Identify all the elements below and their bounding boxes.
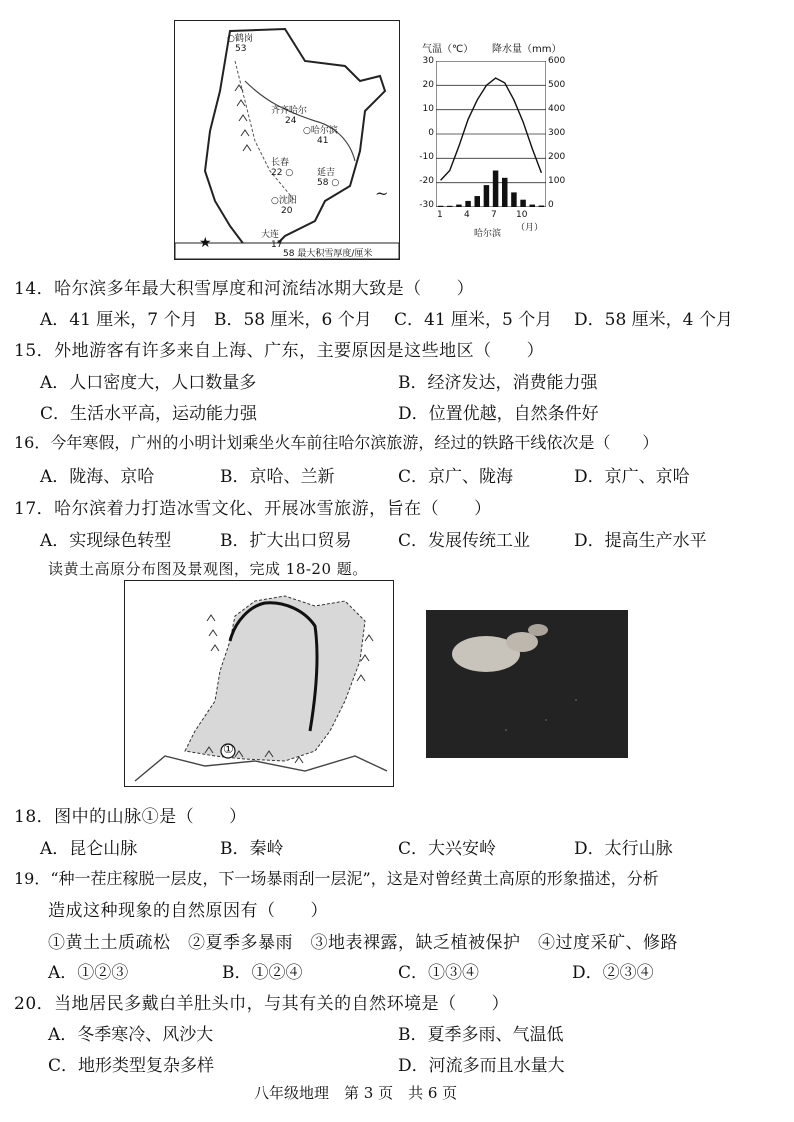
q19-opt-a: A．①②③ <box>48 963 129 983</box>
q16-opt-d: D．京广、京哈 <box>574 467 690 487</box>
q14-opt-c: C．41 厘米，5 个月 <box>394 310 553 330</box>
temperature-line <box>441 78 542 180</box>
station-name: 哈尔滨 <box>474 229 502 239</box>
q20-stem: 20．当地居民多戴白羊肚头巾，与其有关的自然环境是（ ） <box>14 994 510 1014</box>
landscape-photo <box>426 610 628 758</box>
right-tick: 300 <box>548 128 566 138</box>
city-hegang: ○鹤岗 53 <box>227 34 253 54</box>
city-shenyang: ○沈阳 20 <box>271 196 297 216</box>
q18-opt-a: A．昆仑山脉 <box>40 839 138 859</box>
left-tick: -10 <box>419 152 434 162</box>
q16-stem: 16．今年寒假，广州的小明计划乘坐火车前往哈尔滨旅游，经过的铁路干线依次是（ ） <box>14 433 659 452</box>
q15-opt-c: C．生活水平高，运动能力强 <box>40 404 258 424</box>
right-tick: 200 <box>548 152 566 162</box>
q17-opt-b: B．扩大出口贸易 <box>220 531 352 551</box>
q14-opt-a: A．41 厘米，7 个月 <box>40 310 198 330</box>
precip-bar <box>520 200 526 207</box>
left-tick: -30 <box>419 200 434 210</box>
photo-svg <box>426 610 628 758</box>
loess-plateau-map <box>124 580 394 787</box>
x-tick: 1 <box>437 210 443 220</box>
q18-opt-c: C．大兴安岭 <box>398 839 497 859</box>
left-tick: 30 <box>422 56 434 66</box>
x-tick: 10（月） <box>516 210 544 233</box>
q16-opt-b: B．京哈、兰新 <box>220 467 335 487</box>
city-changchun: 长春 22 ○ <box>271 158 294 178</box>
q17-stem: 17．哈尔滨着力打造冰雪文化、开展冰雪旅游，旨在（ ） <box>14 499 492 519</box>
right-tick: 400 <box>548 104 566 114</box>
x-tick: 7 <box>491 210 497 220</box>
mountain-marker-1: ① <box>223 742 234 756</box>
precip-bar <box>465 201 471 207</box>
precip-bar <box>438 206 444 207</box>
right-tick: 500 <box>548 80 566 90</box>
q20-opt-b: B．夏季多雨、气温低 <box>398 1025 564 1045</box>
q18-opt-d: D．太行山脉 <box>574 839 673 859</box>
q19-opt-c: C．①③④ <box>398 963 480 983</box>
q14-stem: 14．哈尔滨多年最大积雪厚度和河流结冰期大致是（ ） <box>14 279 475 299</box>
svg-text:~: ~ <box>375 184 389 203</box>
right-tick: 0 <box>548 200 554 210</box>
q16-opt-c: C．京广、陇海 <box>398 467 514 487</box>
right-tick: 100 <box>548 176 566 186</box>
q15-stem: 15．外地游客有许多来自上海、广东，主要原因是这些地区（ ） <box>14 341 545 361</box>
map1-legend: 58 最大积雪厚度/厘米 <box>283 249 373 259</box>
q20-opt-a: A．冬季寒冷、风沙大 <box>48 1025 214 1045</box>
precip-bar <box>539 206 545 207</box>
climate-chart <box>416 36 566 248</box>
precip-bar <box>502 178 508 207</box>
right-tick: 600 <box>548 56 566 66</box>
city-qiqihar: 齐齐哈尔 24 <box>271 106 308 126</box>
q17-opt-c: C．发展传统工业 <box>398 531 531 551</box>
x-tick: 4 <box>464 210 470 220</box>
q17-opt-a: A．实现绿色转型 <box>40 531 172 551</box>
temp-axis-label: 气温（℃） <box>422 44 474 55</box>
northeast-map-svg <box>175 21 399 259</box>
northeast-map <box>174 20 400 260</box>
precip-axis-label: 降水量（mm） <box>492 44 562 55</box>
city-yanji: 延吉 58 ○ <box>317 168 340 188</box>
q16-opt-a: A．陇海、京哈 <box>40 467 155 487</box>
q19-opt-d: D．②③④ <box>572 963 654 983</box>
q14-opt-b: B．58 厘米，6 个月 <box>214 310 372 330</box>
q17-opt-d: D．提高生产水平 <box>574 531 707 551</box>
city-harbin: ○哈尔滨 41 <box>303 126 338 146</box>
precip-bar <box>447 206 453 207</box>
precip-bar <box>530 205 536 207</box>
precip-bar <box>511 192 517 207</box>
q15-opt-d: D．位置优越，自然条件好 <box>398 404 599 424</box>
q19-factors: ①黄土土质疏松 ②夏季多暴雨 ③地表裸露，缺乏植被保护 ④过度采矿、修路 <box>48 933 678 953</box>
precip-bar <box>456 205 462 207</box>
page-footer: 八年级地理 第 3 页 共 6 页 <box>254 1084 458 1102</box>
precip-bar <box>493 171 499 208</box>
capital-star-icon: ★ <box>199 235 212 251</box>
q18-opt-b: B．秦岭 <box>220 839 284 859</box>
city-dalian: 大连 17 <box>261 230 283 250</box>
left-tick: 20 <box>422 80 434 90</box>
intro-18-20: 读黄土高原分布图及景观图，完成 18-20 题。 <box>48 560 368 578</box>
q15-opt-b: B．经济发达，消费能力强 <box>398 373 598 393</box>
q20-opt-d: D．河流多而且水量大 <box>398 1056 565 1076</box>
q19-stem-2: 造成这种现象的自然原因有（ ） <box>48 901 328 921</box>
precip-bar <box>484 185 490 207</box>
q20-opt-c: C．地形类型复杂多样 <box>48 1056 215 1076</box>
loess-map-svg <box>125 581 393 786</box>
left-tick: 0 <box>428 128 434 138</box>
q19-stem: 19．“种一茬庄稼脱一层皮，下一场暴雨刮一层泥”，这是对曾经黄土高原的形象描述，分析 <box>14 869 659 888</box>
left-tick: 10 <box>422 104 434 114</box>
q15-opt-a: A．人口密度大，人口数量多 <box>40 373 257 393</box>
climate-plot <box>436 61 546 207</box>
left-tick: -20 <box>419 176 434 186</box>
q18-stem: 18．图中的山脉①是（ ） <box>14 807 247 827</box>
precip-bar <box>475 196 481 207</box>
q14-opt-d: D．58 厘米，4 个月 <box>574 310 733 330</box>
q19-opt-b: B．①②④ <box>222 963 303 983</box>
